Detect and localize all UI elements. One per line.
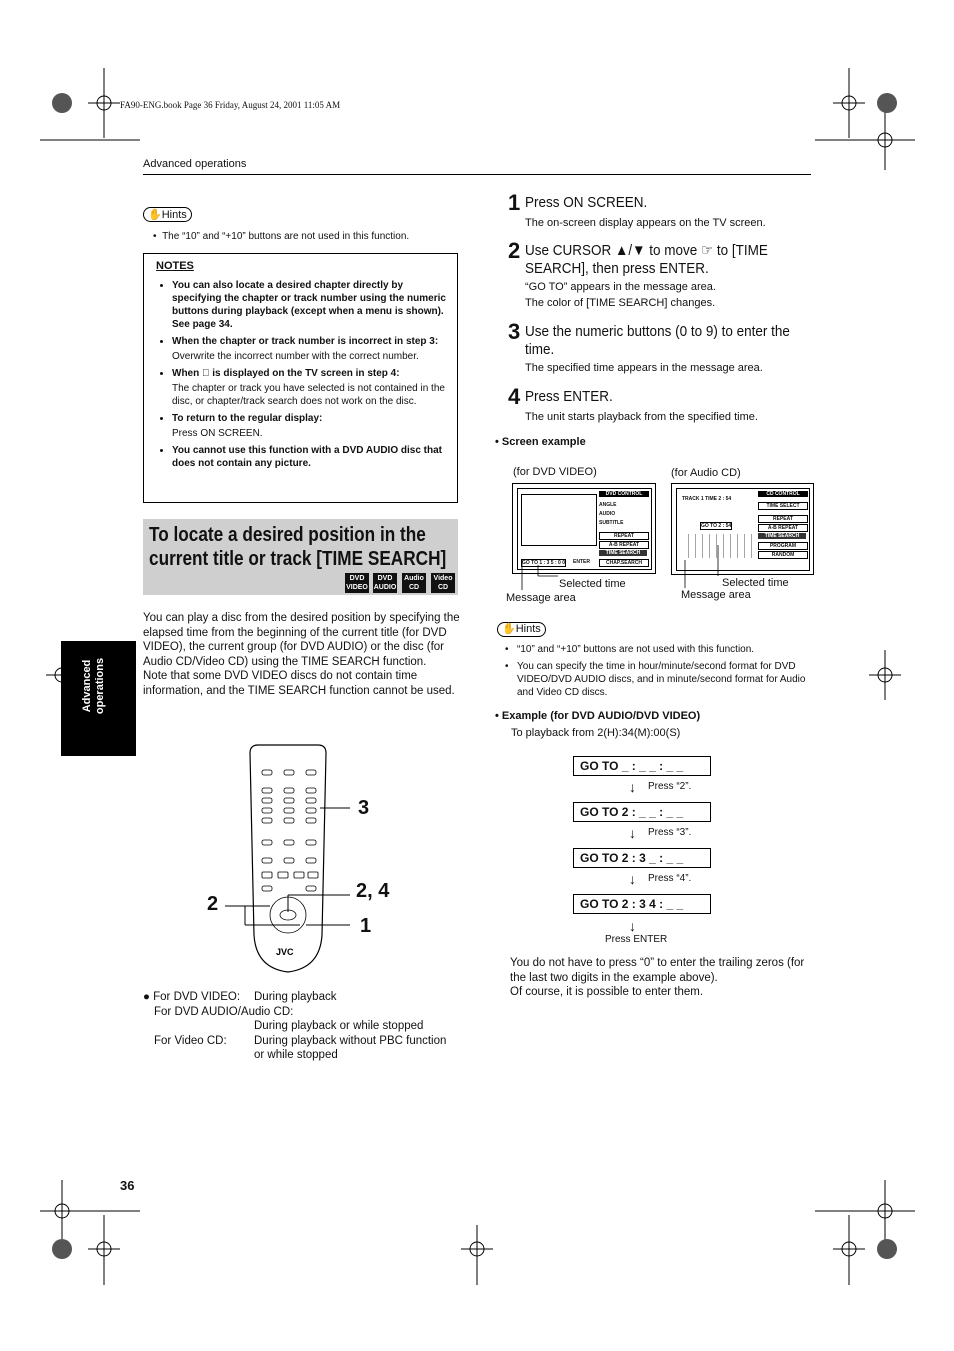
section-title: To locate a desired position in the current title or track [TIME SEARCH] bbox=[149, 524, 447, 570]
down-arrow-icon: ↓ bbox=[629, 825, 636, 841]
availability-label: ● For DVD VIDEO: bbox=[143, 991, 241, 1003]
step-number: 1 bbox=[508, 190, 521, 215]
cd-menu-item: REPEAT bbox=[758, 515, 808, 523]
step-text: Press ON SCREEN. bbox=[525, 194, 648, 211]
badge-dvd-audio: DVD AUDIO bbox=[373, 575, 397, 591]
dvd-message-area: Message area bbox=[506, 592, 576, 604]
badge-dvd-video: DVD VIDEO bbox=[346, 575, 368, 591]
step-number: 3 bbox=[508, 319, 521, 344]
hints-bottom-item: You can specify the time in hour/minute/second format for DVD VIDEO/DVD AUDIO discs, and in minute/second format for Audio and Video CD discs. bbox=[517, 661, 806, 698]
print-header: FA90-ENG.book Page 36 Friday, August 24, 2001 11:05 AM bbox=[120, 100, 341, 110]
hints-label: Hints bbox=[515, 623, 541, 635]
side-tab bbox=[61, 641, 136, 756]
section-header: Advanced operations bbox=[143, 158, 247, 170]
press-label: Press ENTER bbox=[605, 934, 668, 945]
press-label: Press “2”. bbox=[648, 781, 692, 792]
intro-p1: You can play a disc from the desired position by specifying the elapsed time from the beginning of the current title (for DVD VIDEO), the current group (for DVD AUDIO) or the disc (for Audio CD/Video CD) using the TIME SEARCH function. bbox=[143, 612, 460, 668]
remote-brand: JVC bbox=[276, 947, 294, 957]
press-label: Press “4”. bbox=[648, 873, 692, 884]
step-text: Use the numeric buttons (0 to 9) to enter the time. bbox=[525, 323, 790, 358]
dvd-menu-item: SUBTITLE bbox=[599, 520, 624, 526]
down-arrow-icon: ↓ bbox=[629, 779, 636, 795]
availability-value: During playback without PBC function bbox=[254, 1034, 447, 1047]
cd-menu-item: RANDOM bbox=[758, 551, 808, 559]
down-arrow-icon: ↓ bbox=[629, 871, 636, 887]
step-text: Use CURSOR ▲/▼ to move ☞ to [TIME SEARCH], then press ENTER. bbox=[525, 242, 768, 277]
cd-menu-item-selected: TIME SEARCH bbox=[758, 533, 806, 539]
note-item: • When the chapter or track number is incorrect in step 3: Overwrite the incorrect number with the correct number. bbox=[172, 335, 447, 363]
cd-menu-item: A-B REPEAT bbox=[758, 524, 808, 532]
hints-top-item: The “10” and “+10” buttons are not used in this function. bbox=[162, 231, 410, 242]
cd-selected-time: Selected time bbox=[722, 577, 789, 589]
availability-value: During playback bbox=[254, 991, 337, 1003]
hints-top: ✋Hints • The “10” and “+10” buttons are not used in this function. bbox=[143, 205, 463, 242]
availability-value: or while stopped bbox=[254, 1049, 338, 1062]
callout-2: 2 bbox=[207, 893, 219, 915]
badge-video-cd: Video CD bbox=[431, 573, 455, 593]
example-heading: • Example (for DVD AUDIO/DVD VIDEO) bbox=[495, 710, 701, 722]
page-number: 36 bbox=[120, 1178, 135, 1193]
dvd-label: (for DVD VIDEO) bbox=[513, 466, 597, 478]
goto-box: GO TO 2 : _ _ : _ _ bbox=[573, 802, 711, 822]
dvd-menu-item: CHAP.SEARCH bbox=[599, 559, 649, 567]
availability bbox=[143, 990, 473, 1063]
callout-2-4: 2, 4 bbox=[356, 880, 390, 902]
goto-box: GO TO 2 : 3 _ : _ _ bbox=[573, 848, 711, 868]
intro-text bbox=[143, 611, 461, 699]
side-tab-label: Advanced operations bbox=[81, 657, 106, 715]
callout-1: 1 bbox=[360, 915, 372, 937]
example-sub: To playback from 2(H):34(M):00(S) bbox=[511, 727, 681, 739]
hints-bottom: ✋Hints • “10” and “+10” buttons are not used with this function. • You can specify the time in hour/minute/second format for DVD VIDEO/DVD AUDIO discs, and in minute/second format for Audio and Video CD discs. bbox=[497, 622, 812, 699]
notes-box bbox=[143, 253, 458, 503]
hints-label: Hints bbox=[161, 209, 187, 221]
availability-value: During playback or while stopped bbox=[254, 1020, 424, 1033]
dvd-menu-item: A-B REPEAT bbox=[599, 541, 649, 549]
step-sub: “GO TO” appears in the message area. bbox=[525, 281, 716, 293]
note-item: • You can also locate a desired chapter directly by specifying the chapter or track number using the numeric buttons during playback (except when a menu is shown). See page 34. bbox=[172, 279, 447, 331]
goto-box: GO TO _ : _ _ : _ _ bbox=[573, 756, 711, 776]
dvd-menu-item: AUDIO bbox=[599, 511, 616, 517]
availability-label: For Video CD: bbox=[154, 1034, 227, 1047]
dvd-menu-item: ANGLE bbox=[599, 502, 617, 508]
cd-message-area: Message area bbox=[681, 589, 751, 601]
dvd-enter: ENTER bbox=[573, 559, 590, 565]
header-rule bbox=[143, 174, 811, 175]
step-number: 2 bbox=[508, 238, 521, 263]
cd-menu-item: TIME SELECT bbox=[758, 502, 808, 510]
dvd-go-to: GO TO 1 : 3 5 : 0 0 bbox=[522, 560, 565, 566]
down-arrow-icon: ↓ bbox=[629, 918, 636, 934]
dvd-menu-item: REPEAT bbox=[599, 532, 649, 540]
step-text: Press ENTER. bbox=[525, 388, 613, 405]
step-sub: The on-screen display appears on the TV screen. bbox=[525, 217, 766, 229]
cd-menu-item: PROGRAM bbox=[758, 542, 808, 550]
example-note: You do not have to press “0” to enter the trailing zeros (for the last two digits in the example above). Of course, it is possible to enter them. bbox=[510, 957, 805, 999]
note-item: • You cannot use this function with a DVD AUDIO disc that does not contain any picture. bbox=[172, 444, 447, 470]
cd-label: (for Audio CD) bbox=[671, 467, 741, 479]
hints-icon: ✋Hints bbox=[143, 207, 192, 222]
step-sub: The specified time appears in the message area. bbox=[525, 362, 763, 374]
remote-illustration bbox=[200, 740, 410, 985]
dvd-selected-time: Selected time bbox=[559, 578, 626, 590]
dvd-menu-item-selected: TIME SEARCH bbox=[599, 550, 647, 556]
step-sub: The color of [TIME SEARCH] changes. bbox=[525, 297, 716, 309]
availability-label: For DVD AUDIO/Audio CD: bbox=[154, 1005, 294, 1018]
notes-heading: NOTES bbox=[156, 260, 194, 272]
callout-3: 3 bbox=[358, 797, 370, 819]
intro-p2: Note that some DVD VIDEO discs do not contain time information, and the TIME SEARCH function cannot be used. bbox=[143, 670, 455, 697]
hints-icon: ✋Hints bbox=[497, 622, 546, 637]
hints-bottom-item: “10” and “+10” buttons are not used with this function. bbox=[517, 644, 755, 655]
step-number: 4 bbox=[508, 384, 521, 409]
press-label: Press “3”. bbox=[648, 827, 692, 838]
dvd-menu-title: DVD CONTROL bbox=[599, 491, 649, 497]
note-item: • When ⃠ is displayed on the TV screen in step 4: The chapter or track you have selected is not contained in the disc, or chapter/track search does not work on the disc. bbox=[172, 367, 447, 408]
goto-box: GO TO 2 : 3 4 : _ _ bbox=[573, 894, 711, 914]
step-sub: The unit starts playback from the specified time. bbox=[525, 411, 758, 423]
cd-go-to: GO TO 2 : 54 bbox=[701, 523, 732, 529]
screen-leader-lines bbox=[500, 540, 820, 600]
cd-track: TRACK 1 TIME 2 : 54 bbox=[682, 496, 732, 502]
note-item: • To return to the regular display: Press ON SCREEN. bbox=[172, 412, 447, 440]
screen-example-heading: • Screen example bbox=[495, 436, 586, 448]
cd-menu-title: CD CONTROL bbox=[758, 491, 808, 497]
badge-audio-cd: Audio CD bbox=[402, 573, 426, 593]
